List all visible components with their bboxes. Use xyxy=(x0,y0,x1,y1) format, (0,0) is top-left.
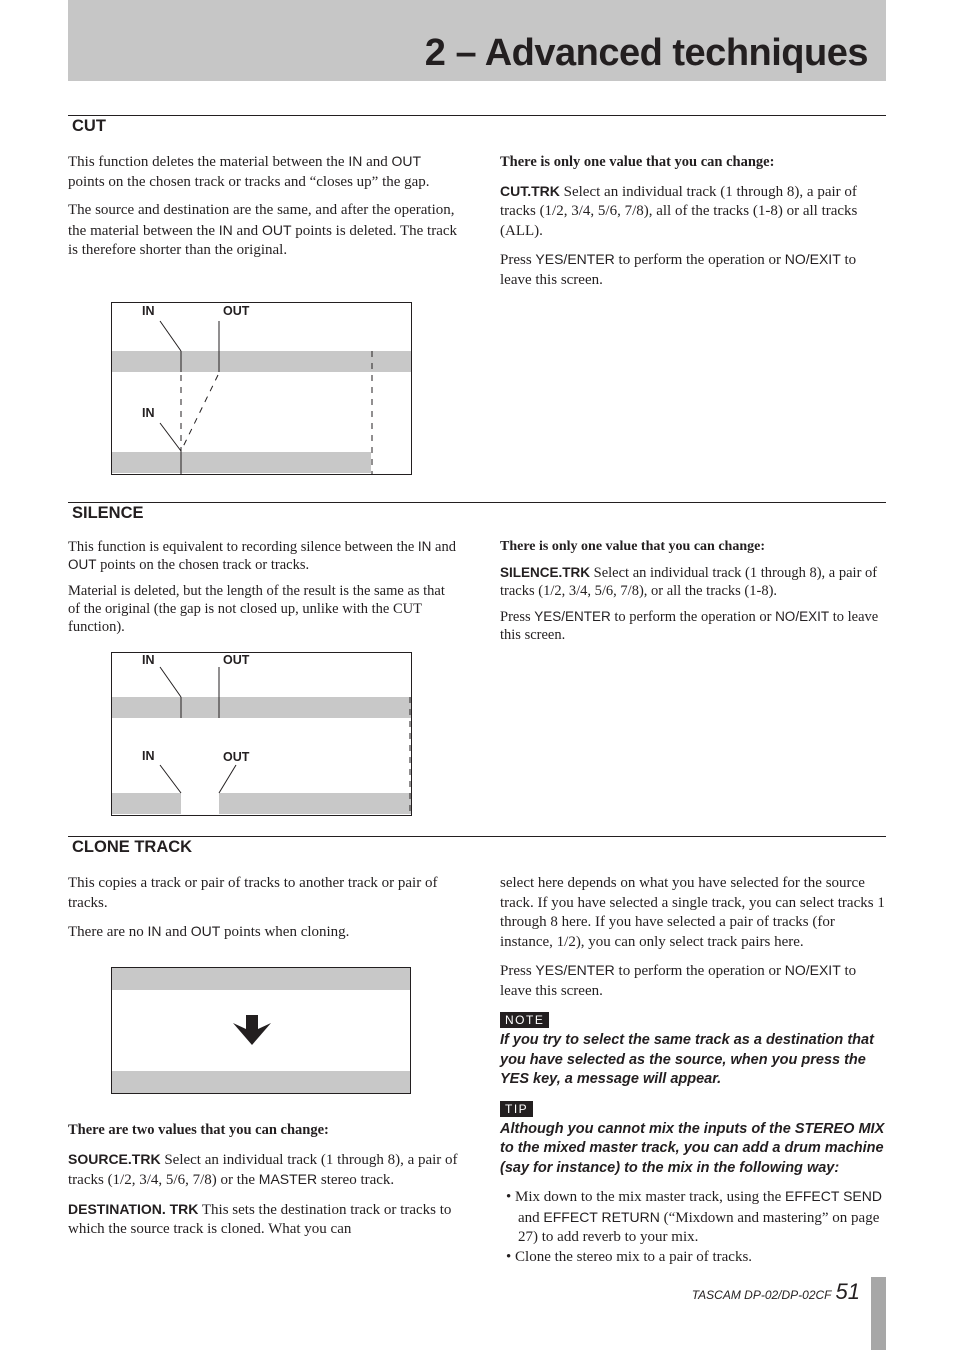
cut-diagram-lines xyxy=(112,303,411,474)
clone-diagram xyxy=(111,967,411,1094)
clone-left-text xyxy=(68,874,458,943)
tip-text: Although you cannot mix the inputs of the STEREO MIX to the mixed master track, you can add a drum machine (say for instance) to the mix in the following way: xyxy=(500,1120,885,1176)
clone-track-destination xyxy=(112,1071,410,1093)
note-badge: NOTE xyxy=(500,1012,549,1028)
section-heading-cut: CUT xyxy=(72,117,106,135)
silence-right-text xyxy=(500,538,886,644)
note-text: If you try to select the same track as a destination that you have selected as the source, when you press the YES key, a message will appear. xyxy=(500,1032,874,1087)
tip-badge: TIP xyxy=(500,1101,533,1117)
cut-diagram xyxy=(111,302,412,475)
cut-paragraph-2: The source and destination are the same, and after the operation, the material between the IN and OUT points is deleted. The track is therefore shorter than the original. xyxy=(68,202,458,258)
clone-track-source xyxy=(112,968,410,990)
section-heading-clone: CLONE TRACK xyxy=(72,838,193,856)
section-rule-cut xyxy=(68,115,886,116)
cut-trk-description: CUT.TRK Select an individual track (1 through 8), a pair of tracks (1/2, 3/4, 5/6, 7/8), all of the tracks (1-8) or all tracks (ALL). xyxy=(500,182,858,239)
clone-values-intro: There are two values that you can change: xyxy=(68,1122,329,1138)
clone-destination-description: DESTINATION. TRK This sets the destination track or tracks to which the source track is cloned. What you can xyxy=(68,1200,452,1237)
silence-values-intro: There is only one value that you can change: xyxy=(500,539,765,554)
footer xyxy=(640,1279,860,1305)
cut-values-intro: There is only one value that you can change: xyxy=(500,154,775,170)
silence-left-text xyxy=(68,538,458,636)
chapter-title: 2 – Advanced techniques xyxy=(424,32,868,74)
cut-label-in-top: IN xyxy=(142,304,155,318)
cut-label-out-top: OUT xyxy=(223,304,250,318)
clone-destination-continued: select here depends on what you have selected for the source track. If you have selected a single track, you can select tracks 1 through 8 here. If you have selected a pair of tracks (for instance, 1/2), you can only select track pairs here. xyxy=(500,875,885,950)
clone-paragraph-2: There are no IN and OUT points when cloning. xyxy=(68,923,350,940)
page-edge-tab xyxy=(871,1277,886,1350)
silence-diagram xyxy=(111,652,412,816)
tip-bullet-1: • Mix down to the mix master track, using the EFFECT SEND and EFFECT RETURN (“Mixdown and mastering” on page 27) to add reverb to your mix. xyxy=(506,1188,882,1245)
clone-values-text xyxy=(68,1121,458,1240)
cut-label-in-bottom: IN xyxy=(142,406,155,420)
silence-trk-description: SILENCE.TRK Select an individual track (1 through 8), a pair of tracks (1/2, 3/4, 5/6, 7/8), or all the tracks (1-8). xyxy=(500,565,878,599)
tip-bullet-2: • Clone the stereo mix to a pair of tracks. xyxy=(506,1248,753,1265)
section-heading-silence: SILENCE xyxy=(72,504,144,522)
section-rule-silence xyxy=(68,502,886,503)
silence-paragraph-2: Material is deleted, but the length of the result is the same as that of the original (the gap is not closed up, unlike with the CUT function). xyxy=(68,583,445,635)
silence-paragraph-1: This function is equivalent to recording silence between the IN and OUT points on the chosen track or tracks. xyxy=(68,539,456,573)
tip-bullet-list xyxy=(500,1187,886,1267)
silence-label-out-top: OUT xyxy=(223,653,250,667)
down-arrow-icon xyxy=(231,1015,273,1047)
silence-label-in-bottom: IN xyxy=(142,749,155,763)
silence-diagram-lines xyxy=(112,653,411,815)
clone-source-description: SOURCE.TRK Select an individual track (1 through 8), a pair of tracks (1/2, 3/4, 5/6, 7/8) or the MASTER stereo track. xyxy=(68,1150,458,1188)
clone-right-text xyxy=(500,874,886,1267)
page-number: 51 xyxy=(835,1279,860,1304)
clone-paragraph-1: This copies a track or pair of tracks to another track or pair of tracks. xyxy=(68,875,438,911)
footer-brand: TASCAM DP-02/DP-02CF xyxy=(691,1288,832,1302)
cut-left-text xyxy=(68,152,458,261)
chapter-banner xyxy=(68,0,886,81)
silence-label-out-bottom: OUT xyxy=(223,750,250,764)
cut-paragraph-1: This function deletes the material between the IN and OUT points on the chosen track or tracks and “closes up” the gap. xyxy=(68,153,430,190)
section-rule-clone xyxy=(68,836,886,837)
cut-right-text xyxy=(500,153,886,290)
clone-press-instructions: Press YES/ENTER to perform the operation or NO/EXIT to leave this screen. xyxy=(500,962,857,999)
silence-label-in-top: IN xyxy=(142,653,155,667)
silence-press-instructions: Press YES/ENTER to perform the operation or NO/EXIT to leave this screen. xyxy=(500,609,879,643)
cut-press-instructions: Press YES/ENTER to perform the operation or NO/EXIT to leave this screen. xyxy=(500,251,857,288)
